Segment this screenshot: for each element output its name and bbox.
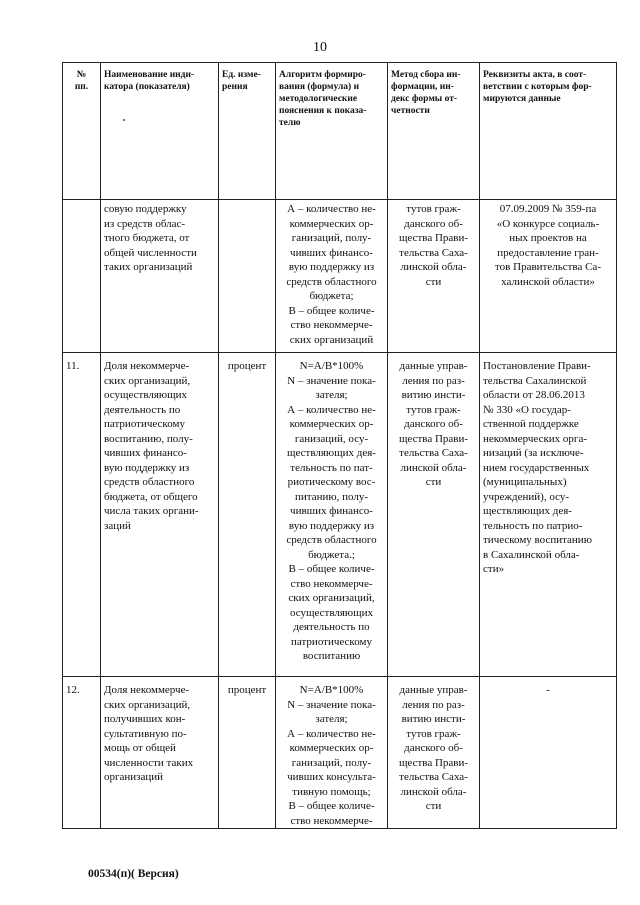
scan-speck	[123, 119, 125, 121]
table-row	[63, 353, 617, 677]
row-method: тутов граж- данского об- щества Прави- тельства Саха- линской обла- сти	[388, 200, 480, 353]
row-algorithm: А – количество не- коммерческих ор- ганизаций, полу- чивших финансо- вую поддержку из средств областного бюджета; В – общее количе- ство некоммерче- ских организаций	[276, 200, 388, 353]
row-indicator-name: Доля некоммерче- ских организаций, получивших кон- сультативную по- мощь от общей численности таких организаций	[101, 677, 219, 829]
row-indicator-name: совую поддержку из средств облас- тного бюджета, от общей численности таких организаций	[101, 200, 219, 353]
indicators-table	[62, 62, 617, 829]
row-algorithm: N=A/B*100% N – значение пока- зателя; А – количество не- коммерческих ор- ганизаций, осу- ществляющих дея- тельность по пат- риотическому вос- питанию, полу- чивших финансо- вую поддержку из средств областного бюджета.; В – общее количе- ство некоммерче- ских организаций, осуществляющих деятельность по патриотическому воспитанию	[276, 353, 388, 677]
row-requisites: Постановление Прави- тельства Сахалинской области от 28.06.2013 № 330 «О государ- ственной поддержке некоммерческих орга- низаций (за исключе- нием государственных (муниципальных) учреждений), осу- ществляющих дея- тельность по патрио- тическому воспитанию в Сахалинской обла- сти»	[480, 353, 617, 677]
header-unit: Ед. изме- рения	[219, 63, 276, 200]
header-indicator-name: Наименование инди- катора (показателя)	[101, 63, 219, 200]
footer-document-code: 00534(п)( Версия)	[88, 868, 179, 880]
row-unit: процент	[219, 353, 276, 677]
row-method: данные управ- ления по раз- витию инсти- тутов граж- данского об- щества Прави- тельства Саха- линской обла- сти	[388, 677, 480, 829]
row-algorithm: N=A/B*100% N – значение пока- зателя; А – количество не- коммерческих ор- ганизаций, полу- чивших консульта- тивную помощь; В – общее количе- ство некоммерче-	[276, 677, 388, 829]
header-num: № пп.	[63, 63, 101, 200]
header-method: Метод сбора ин- формации, ин- декс формы от- четности	[388, 63, 480, 200]
row-requisites: -	[480, 677, 617, 829]
table-row	[63, 677, 617, 829]
header-requisites: Реквизиты акта, в соот- ветствии с которым фор- мируются данные	[480, 63, 617, 200]
header-algorithm: Алгоритм формиро- вания (формула) и методологические пояснения к показа- телю	[276, 63, 388, 200]
table-header-row	[63, 63, 617, 200]
row-unit: процент	[219, 677, 276, 829]
row-requisites: 07.09.2009 № 359-па «О конкурсе социаль- ных проектов на предоставление гран- тов Правительства Са- халинской области»	[480, 200, 617, 353]
row-num: 12.	[63, 677, 101, 829]
row-num	[63, 200, 101, 353]
row-num: 11.	[63, 353, 101, 677]
page-number: 10	[313, 40, 327, 55]
table-row	[63, 200, 617, 353]
row-indicator-name: Доля некоммерче- ских организаций, осуществляющих деятельность по патриотическому воспитанию, полу- чивших финансо- вую поддержку из средств областного бюджета, от общего числа таких органи- заций	[101, 353, 219, 677]
row-unit	[219, 200, 276, 353]
row-method: данные управ- ления по раз- витию инсти- тутов граж- данского об- щества Прави- тельства Саха- линской обла- сти	[388, 353, 480, 677]
